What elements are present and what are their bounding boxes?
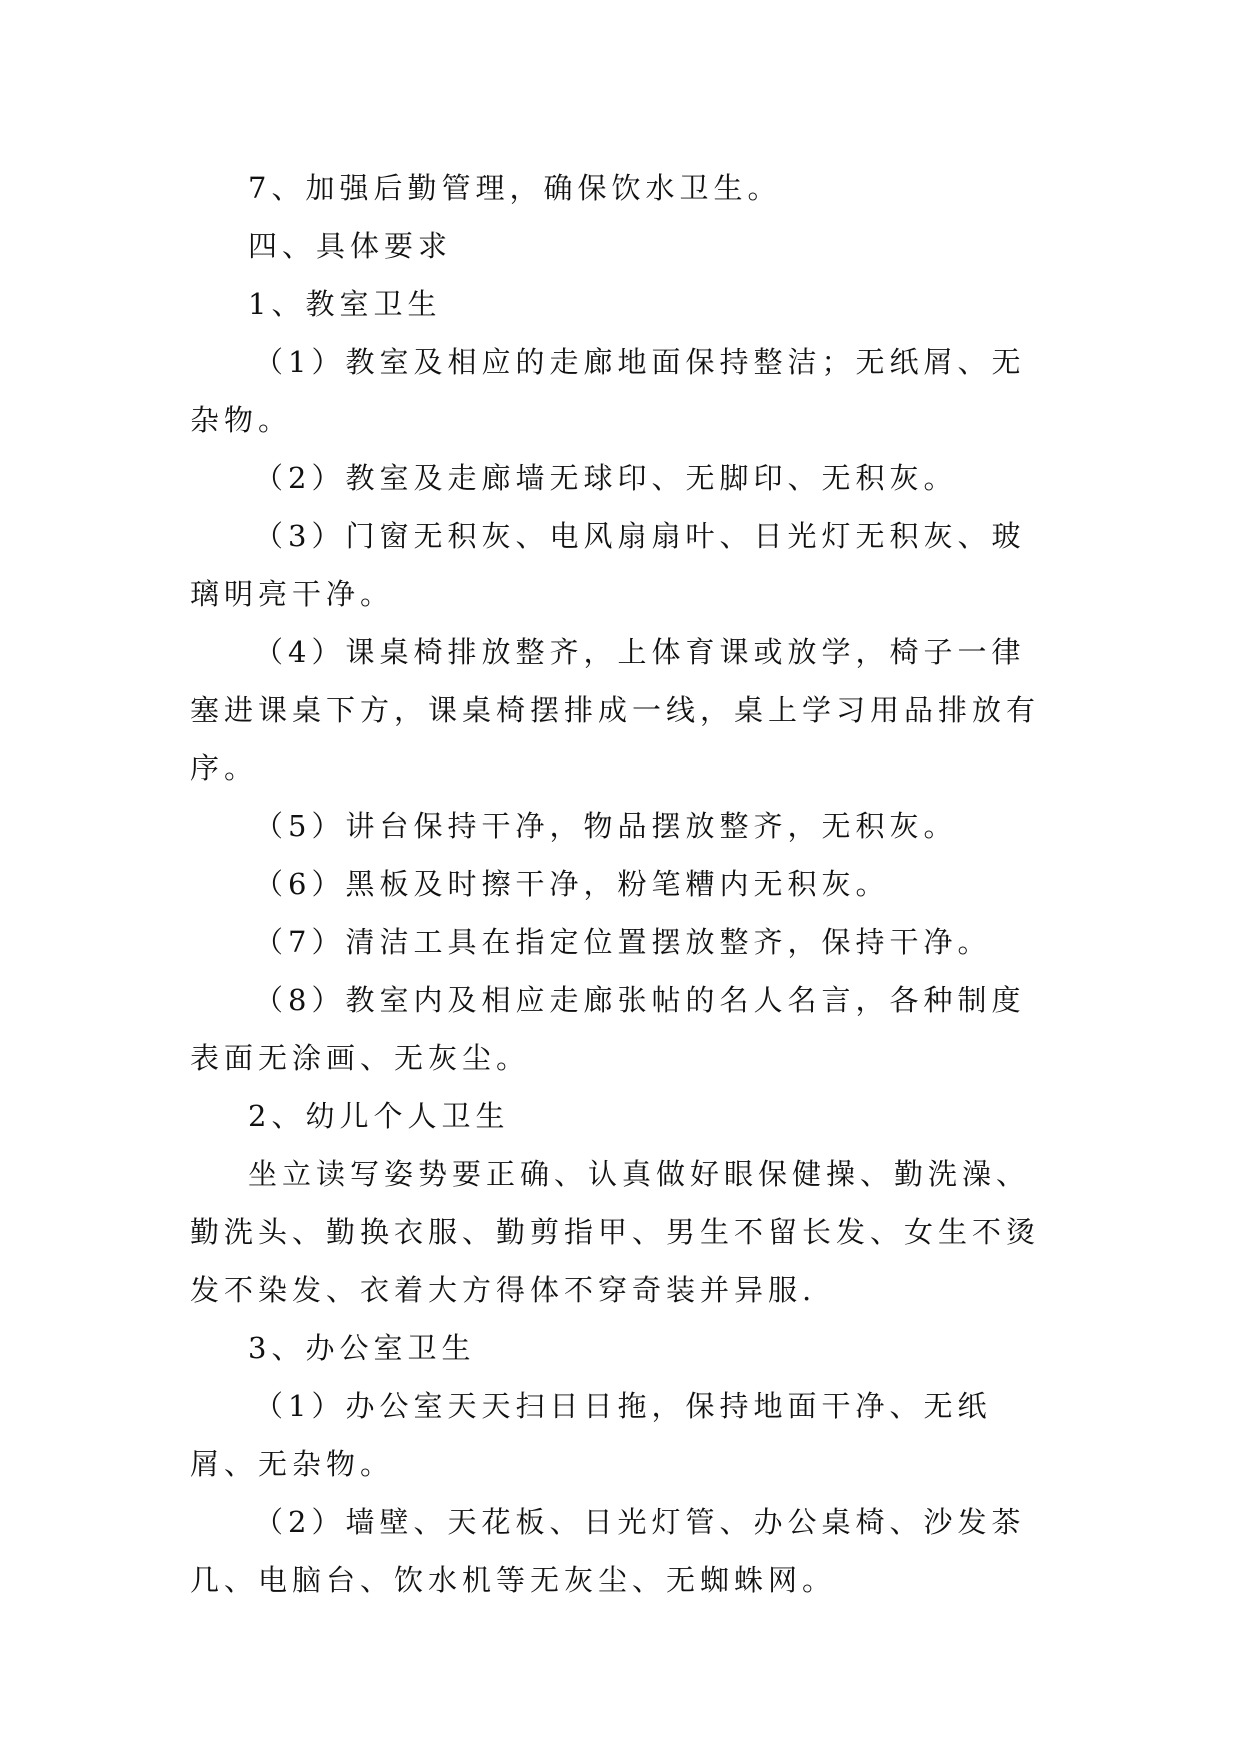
- paragraph-classroom-1: （1）教室及相应的走廊地面保持整洁；无纸屑、无杂物。: [190, 345, 1026, 437]
- paragraph-office-2: （2）墙壁、天花板、日光灯管、办公桌椅、沙发茶几、电脑台、饮水机等无灰尘、无蜘蛛网。: [190, 1505, 1026, 1597]
- paragraph-classroom-7: （7）清洁工具在指定位置摆放整齐，保持干净。: [254, 925, 992, 959]
- heading-classroom-hygiene: 1、教室卫生: [248, 287, 442, 321]
- paragraph-classroom-3: （3）门窗无积灰、电风扇扇叶、日光灯无积灰、玻璃明亮干净。: [190, 519, 1026, 611]
- paragraph-classroom-4: （4）课桌椅排放整齐，上体育课或放学，椅子一律塞进课桌下方，课桌椅摆排成一线，桌上学习用品排放有序。: [190, 635, 1041, 785]
- paragraph-section-item-7: 7、加强后勤管理，确保饮水卫生。: [248, 171, 782, 205]
- paragraph-classroom-5: （5）讲台保持干净，物品摆放整齐，无积灰。: [254, 809, 958, 843]
- heading-personal-hygiene: 2、幼儿个人卫生: [248, 1099, 510, 1133]
- paragraph-classroom-2: （2）教室及走廊墙无球印、无脚印、无积灰。: [254, 461, 958, 495]
- document-body: [190, 159, 1058, 1609]
- paragraph-office-1: （1）办公室天天扫日日拖，保持地面干净、无纸屑、无杂物。: [190, 1389, 992, 1481]
- paragraph-classroom-8: （8）教室内及相应走廊张帖的名人名言，各种制度表面无涂画、无灰尘。: [190, 983, 1026, 1075]
- paragraph-personal-hygiene: 坐立读写姿势要正确、认真做好眼保健操、勤洗澡、勤洗头、勤换衣服、勤剪指甲、男生不留长发、女生不烫发不染发、衣着大方得体不穿奇装并异服.: [190, 1157, 1041, 1307]
- heading-office-hygiene: 3、办公室卫生: [248, 1331, 476, 1365]
- heading-specific-requirements: 四、具体要求: [248, 229, 453, 263]
- paragraph-classroom-6: （6）黑板及时擦干净，粉笔糟内无积灰。: [254, 867, 890, 901]
